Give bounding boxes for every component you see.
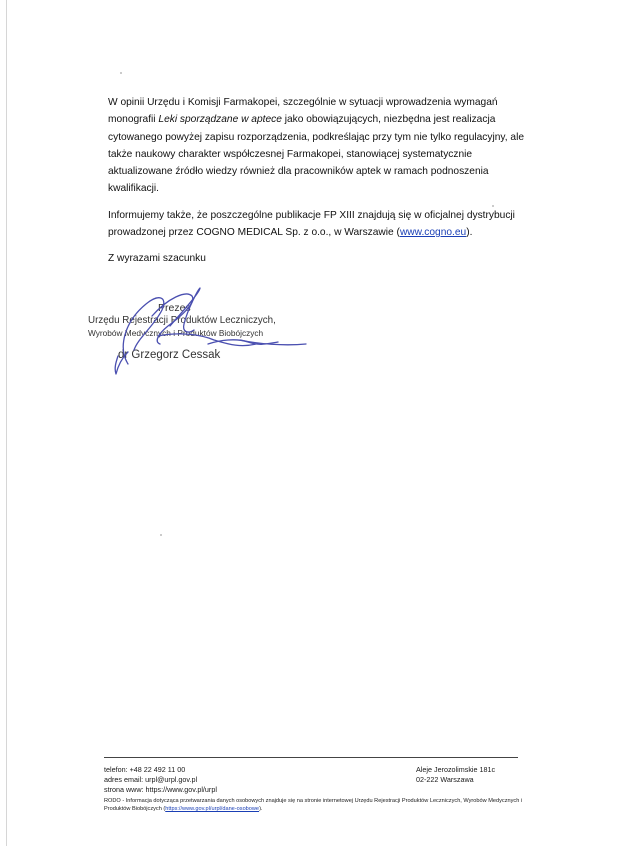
footer-website: strona www: https://www.gov.pl/urpl — [104, 785, 217, 795]
footer-divider — [104, 757, 518, 758]
paragraph-text: Informujemy także, że poszczególne publikacje FP XIII znajdują się w oficjalnej dystrybucji prowadzonej przez COGNO MEDICAL Sp. z o.o., w Warszawie ( — [108, 209, 515, 239]
footer-address-street: Aleje Jerozolimskie 181c — [416, 765, 496, 774]
paragraph-distribution — [108, 207, 538, 242]
office-name-line2: Wyrobów Medycznych i Produktów Biobójczych — [88, 328, 264, 338]
cogno-link[interactable]: www.cogno.eu — [399, 227, 467, 239]
footer-rodo-notice — [104, 797, 524, 814]
paragraph-text: W opinii Urzędu i Komisji Farmakopei, szczególnie w sytuacji wprowadzenia wymagań monografii — [108, 97, 498, 126]
closing-salutation: Z wyrazami szacunku — [108, 253, 206, 265]
scan-speck — [120, 72, 122, 74]
paragraph-text: ). — [466, 227, 473, 239]
footer-phone: telefon: +48 22 492 11 00 — [104, 765, 186, 774]
paragraph-opinion — [108, 94, 538, 198]
paragraph-text: jako obowiązujących, niezbędna jest realizacja cytowanego powyżej zapisu rozporządzenia, podkreślając przy tym nie tylko regulacyjny, ale także naukowy charakter współczesnej Farmakopei, stanowiącej systematycznie aktualizowane źródło wiedzy również dla pracowników aptek w ramach podnoszenia kwalifikacji. — [108, 114, 525, 195]
footer-email: adres email: urpl@urpl.gov.pl — [104, 775, 198, 785]
page-edge-line — [6, 0, 7, 846]
rodo-link[interactable]: https://www.gov.pl/urpl/dane-osobowe — [165, 806, 260, 813]
footer-address-city: 02-222 Warszawa — [416, 775, 474, 785]
signature-block — [88, 286, 348, 376]
scan-speck — [160, 534, 162, 536]
letter-body — [108, 94, 538, 277]
footer-address — [416, 765, 526, 785]
rodo-text: RODO - Informacja dotycząca przetwarzania danych osobowych znajduje się na stronie internetowej Urzędu Rejestracji Produktów Leczniczych, Wyrobów Medycznych i Produktów Biobójczych ( — [104, 798, 523, 813]
rodo-text-end: ). — [259, 806, 263, 813]
signatory-name: dr Grzegorz Cessak — [118, 349, 221, 361]
signatory-role: Prezes — [158, 302, 191, 314]
office-name-line1: Urzędu Rejestracji Produktów Leczniczych, — [88, 315, 276, 326]
monograph-title: Leki sporządzane w aptece — [158, 114, 282, 126]
footer-contacts — [104, 765, 404, 796]
